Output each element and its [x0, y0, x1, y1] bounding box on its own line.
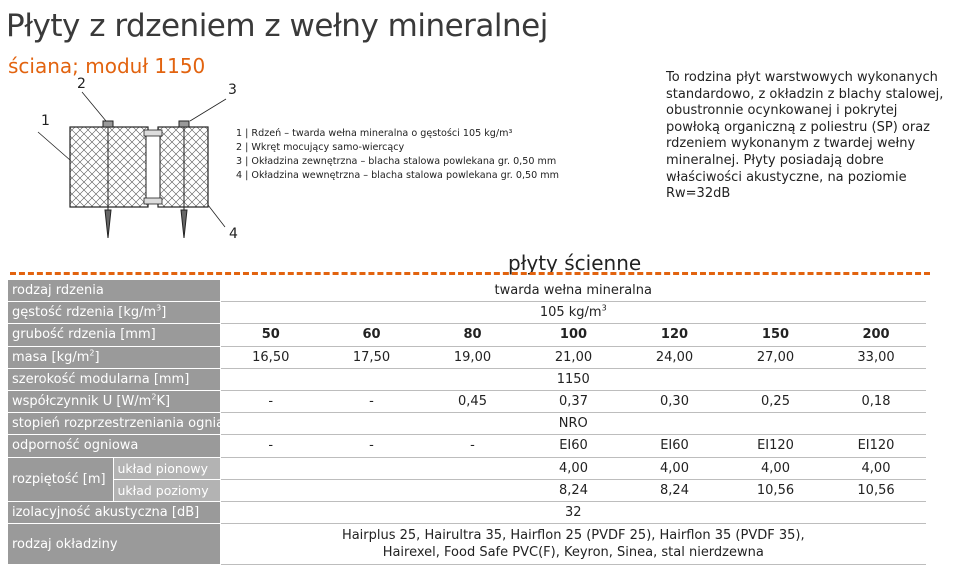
cell: 150: [725, 324, 826, 346]
cell: 17,50: [321, 346, 422, 368]
row-label: stopień rozprzestrzeniania ognia: [8, 413, 220, 435]
cell: 8,24: [624, 479, 725, 501]
cell: [321, 479, 422, 501]
row-label: gęstość rdzenia $[kg/m^3]$: [8, 302, 220, 324]
cell: 80: [422, 324, 523, 346]
legend-item: 3 | Okładzina zewnętrzna – blacha stalowa powlekana gr. 0,50 mm: [236, 156, 557, 167]
cell: 16,50: [220, 346, 321, 368]
cell: 120: [624, 324, 725, 346]
table-row: [8, 390, 926, 412]
cell: 0,18: [826, 390, 926, 412]
row-sublabel: układ pionowy: [113, 457, 220, 479]
cladding-line: Hairexel, Food Safe PVC(F), Keyron, Sinea, stal nierdzewna: [382, 545, 764, 561]
cell: 60: [321, 324, 422, 346]
callout-2: 2: [77, 76, 86, 92]
cell: 4,00: [523, 457, 624, 479]
table-heading: płyty ścienne: [508, 251, 642, 275]
cell: [321, 457, 422, 479]
cell: 4,00: [624, 457, 725, 479]
diagram-legend: [236, 127, 559, 183]
cell: -: [220, 435, 321, 457]
row-label: rodzaj okładziny: [8, 524, 220, 565]
cell: 0,30: [624, 390, 725, 412]
cell: 8,24: [523, 479, 624, 501]
row-label: masa $[kg/m^2]$: [8, 346, 220, 368]
row-label: szerokość modularna [mm]: [8, 368, 220, 390]
cell: EI60: [523, 435, 624, 457]
page-subtitle: ściana; moduł 1150: [8, 54, 206, 78]
cell: twarda wełna mineralna: [220, 280, 926, 302]
cell: 50: [220, 324, 321, 346]
cell: 200: [826, 324, 926, 346]
cell: 24,00: [624, 346, 725, 368]
cell: 100: [523, 324, 624, 346]
cell: EI120: [725, 435, 826, 457]
cell: NRO: [220, 413, 926, 435]
table-row: [8, 501, 926, 523]
cell: 4,00: [725, 457, 826, 479]
cell: 32: [220, 501, 926, 523]
row-sublabel: układ poziomy: [113, 479, 220, 501]
cell: 4,00: [826, 457, 926, 479]
cell: 0,45: [422, 390, 523, 412]
cell: -: [321, 435, 422, 457]
table-row: [8, 479, 926, 501]
table-row: [8, 457, 926, 479]
cell: EI60: [624, 435, 725, 457]
table-row: [8, 435, 926, 457]
cladding-line: Hairplus 25, Hairultra 35, Hairflon 25 (PVDF 25), Hairflon 35 (PVDF 35),: [341, 528, 805, 544]
cell: -: [321, 390, 422, 412]
callout-3: 3: [228, 82, 237, 98]
row-label: grubość rdzenia [mm]: [8, 324, 220, 346]
table-row: [8, 280, 926, 302]
cell: 0,25: [725, 390, 826, 412]
legend-item: 1 | Rdzeń – twarda wełna mineralna o gęstości 105 kg/m³: [236, 128, 513, 139]
cell: 105 $kg/m^3$: [220, 302, 926, 324]
table-row: [8, 346, 926, 368]
table-row: [8, 524, 926, 565]
panel-cross-section-diagram: [20, 70, 250, 245]
orange-dashed-divider: [10, 272, 930, 275]
cell: [220, 524, 926, 565]
page-title: Płyty z rdzeniem z wełny mineralnej: [6, 8, 548, 44]
cell: 27,00: [725, 346, 826, 368]
row-label: odporność ogniowa: [8, 435, 220, 457]
legend-item: 4 | Okładzina wewnętrzna – blacha stalowa powlekana gr. 0,50 mm: [236, 170, 559, 181]
cell: 10,56: [826, 479, 926, 501]
cell: 19,00: [422, 346, 523, 368]
table-row: [8, 413, 926, 435]
specification-table: [8, 280, 926, 565]
row-label: współczynnik U $[W/m^2K]$: [8, 390, 220, 412]
cell: [422, 479, 523, 501]
product-description: To rodzina płyt warstwowych wykonanych standardowo, z okładzin z blachy stalowej, obustronnie ocynkowanej i pokrytej powłoką organiczną z poliestru (SP) oraz rdzeniem wykonanym z twardej wełny mineralnej. Płyty posiadają dobre właściwości akustyczne, na poziomie Rw=32dB: [666, 70, 944, 202]
cell: 33,00: [826, 346, 926, 368]
table-row: [8, 302, 926, 324]
cell: -: [220, 390, 321, 412]
cell: -: [422, 435, 523, 457]
legend-item: 2 | Wkręt mocujący samo-wiercący: [236, 142, 405, 153]
cell: 1150: [220, 368, 926, 390]
table-row: [8, 324, 926, 346]
row-label: izolacyjność akustyczna [dB]: [8, 501, 220, 523]
callout-1: 1: [41, 113, 50, 129]
row-label: rozpiętość [m]: [8, 457, 113, 501]
cell: [220, 457, 321, 479]
row-label: rodzaj rdzenia: [8, 280, 220, 302]
cell: 21,00: [523, 346, 624, 368]
callout-4: 4: [229, 226, 238, 242]
cell: [422, 457, 523, 479]
cell: 0,37: [523, 390, 624, 412]
cell: 10,56: [725, 479, 826, 501]
cell: [220, 479, 321, 501]
cell: EI120: [826, 435, 926, 457]
table-row: [8, 368, 926, 390]
